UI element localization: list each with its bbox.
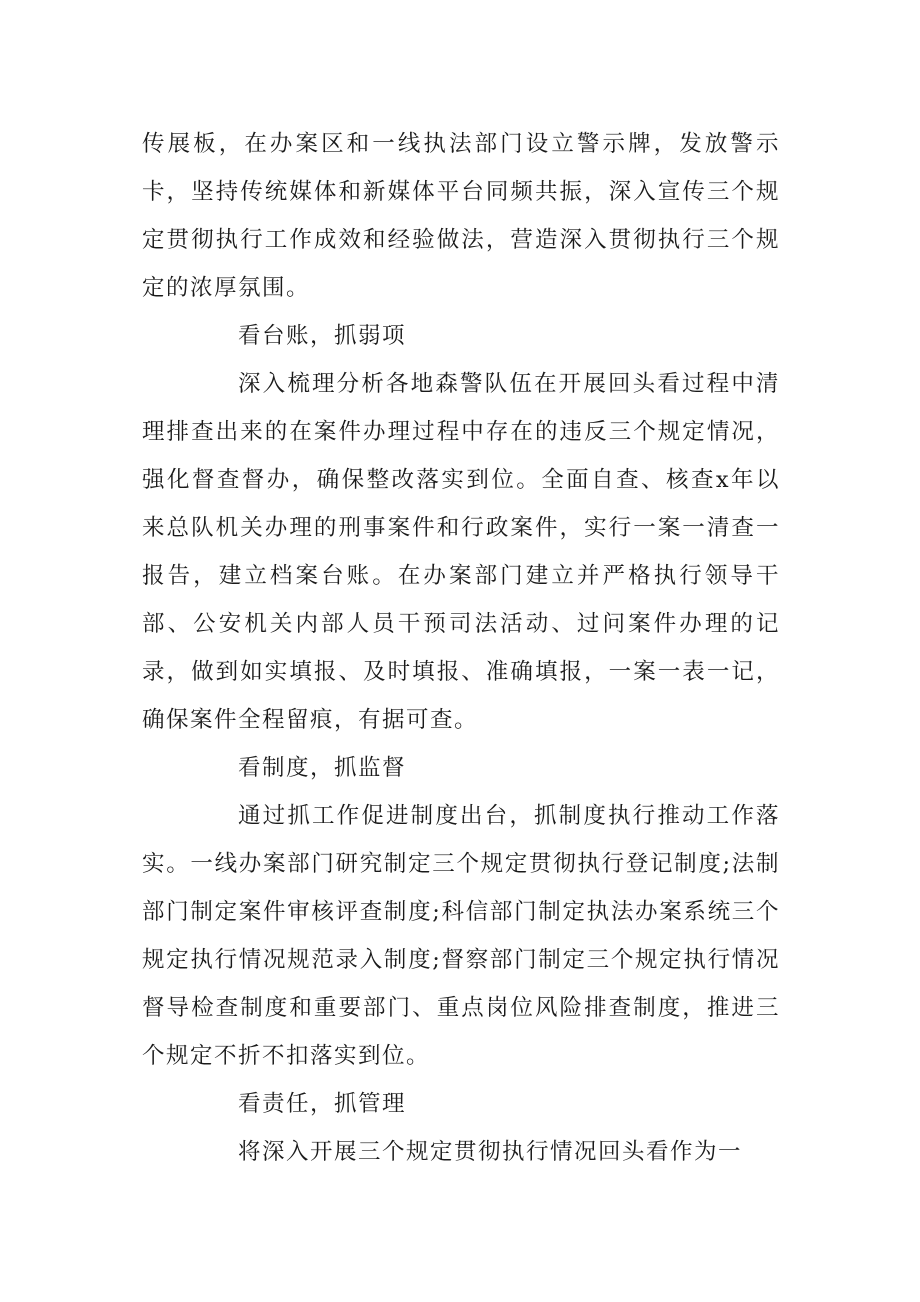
section-heading-responsibility: 看责任，抓管理	[238, 1091, 407, 1117]
paragraph-responsibility: 将深入开展三个规定贯彻执行情况回头看作为一	[238, 1139, 743, 1165]
paragraph-ledger: 深入梳理分析各地森警队伍在开展回头看过程中清理排查出来的在案件办理过程中存在的违反三个规定情况，强化督查督办，确保整改落实到位。全面自查、核查x年以来总队机关办理的刑事案件和行政案件，实行一案一清查一报告，建立档案台账。在办案部门建立并严格执行领导干部、公安机关内部人员干预司法活动、过问案件办理的记录，做到如实填报、及时填报、准确填报，一案一表一记，确保案件全程留痕，有据可查。	[142, 371, 780, 733]
section-heading-system: 看制度，抓监督	[238, 755, 407, 781]
paragraph-system: 通过抓工作促进制度出台，抓制度执行推动工作落实。一线办案部门研究制定三个规定贯彻执行登记制度;法制部门制定案件审核评查制度;科信部门制定执法办案系统三个规定执行情况规范录入制度;督察部门制定三个规定执行情况督导检查制度和重要部门、重点岗位风险排查制度，推进三个规定不折不扣落实到位。	[142, 803, 780, 1069]
paragraph-continuation: 传展板，在办案区和一线执法部门设立警示牌，发放警示卡，坚持传统媒体和新媒体平台同频共振，深入宣传三个规定贯彻执行工作成效和经验做法，营造深入贯彻执行三个规定的浓厚氛围。	[142, 131, 780, 301]
section-heading-ledger: 看台账，抓弱项	[238, 323, 407, 349]
document-body	[142, 120, 780, 1176]
